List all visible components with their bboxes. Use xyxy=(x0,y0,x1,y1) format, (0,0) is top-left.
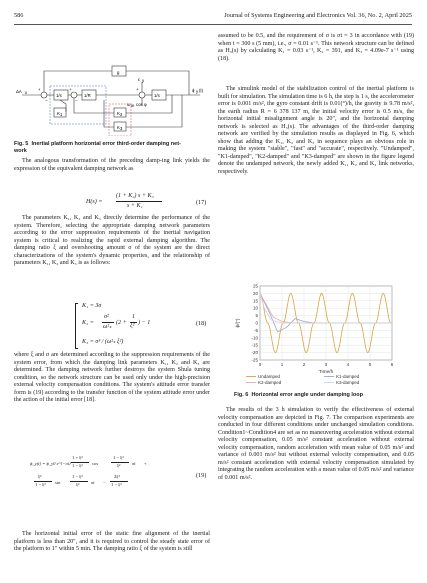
eq19-lhs: ϕ_y(t) = ϕ_y0 e^{−σt} xyxy=(30,461,71,466)
eq19-sin: sin xyxy=(55,480,61,485)
block-g: g xyxy=(117,70,120,75)
eq17-numerator: (1 + K₂) s + K₃ xyxy=(116,193,154,199)
eq19-frac3-den: 1 − ξ² xyxy=(35,482,46,487)
eq17-fraction-bar xyxy=(116,201,162,202)
right-paragraph-3: The results of the 3 h simulation to verify the effectiveness of external velocity compensation are depicted in Fig. 7. The comparison experiments are conducted in four different conditions under unchanged simulation conditions. Condition1~Condition4 are set as no maneuvering acceleration without external velocity compensation, 0.05 m/s² constant acceleration without external velocity compensation, random acceleration with mean value of 0.05 m/s² and variance of 0.001 m/s² but without external velocity compensation, and 0.05 m/s² constant acceleration with external velocity compensation simulated by integrating the random acceleration with a mean value of 0.05 m/s² and variance of 0.001 m/s². xyxy=(218,407,414,481)
left-paragraph-3: where ξ and σ are determined according to the suppression requirements of the system error, from which the damping link parameters K₁, K₂ and K₃ are determined. The damping network further destroys the system Shula tuning condition, so the network structure can be used only under the high-precision external velocity compensation conditions. The system's attitude error transfer form is (19) according to the transfer function of the system attitude error under the action of the initial error [18]. xyxy=(14,352,210,404)
eq17-number: (17) xyxy=(196,199,207,206)
y-tick-label: -10 xyxy=(251,335,258,341)
block-1r: 1/R xyxy=(84,93,91,98)
x-tick-label: 5 xyxy=(368,362,372,367)
fig5-caption-cont: work xyxy=(14,148,27,154)
eq19-frac1-den: 1 − ξ² xyxy=(72,463,83,468)
output-label: ϕ xyxy=(192,88,195,93)
right-paragraph-2: The simulink model of the stabilization control of the inertial platform is built for simulation. The simulation time is 6 h, the step is 1 s, the accelerometer error is 0.001 m/s², the gyro constant drift is 0.01(°)/h, the gravity is 9.78 m/s², the earth radius R = 6 378 137 m, the initial velocity error is 0.5 m/s, the horizontal initial misalignment angle is 20″, and the horizontal damping network is selected as H₃(s). The advantages of the third-order damping network are verified by the simulation results as displayed in Fig. 6, which show that adding the K₁, K₂ and K₃ in sequence plays an obvious role in making the system "stable", "fast" and "accurate", respectively. "Undamped", "K1-damped", "K2-damped" and "K3-damped" are shown in the figure legend denote the undamped network, the newly added K₁, K₂ and K₃ link networks, respectively. xyxy=(218,86,414,176)
legend-label-1: Undamped xyxy=(258,374,281,379)
input-label: ΔA xyxy=(16,89,22,94)
eps-label: ε xyxy=(138,77,140,82)
fig5-block-diagram xyxy=(14,56,210,136)
eq19-number: (19) xyxy=(196,472,207,479)
x-axis-label: Time/h xyxy=(318,370,334,375)
y-tick-label: 5 xyxy=(255,313,258,319)
eq19-frac5-num: 2ξ² xyxy=(114,474,120,479)
eq19-frac4-num: 1 − ξ² xyxy=(72,474,83,479)
eq18-line2d: ξ² xyxy=(130,323,135,329)
y-tick-label: 0 xyxy=(255,320,258,326)
output-arg: (t) xyxy=(199,88,204,93)
eq19 xyxy=(30,453,190,491)
sum-minus-1: − xyxy=(45,98,48,103)
eq19-frac4-den: ξ² xyxy=(76,482,80,487)
omega-text: cos φ xyxy=(136,102,147,107)
x-tick-label: 6 xyxy=(390,362,394,367)
eq18-brace xyxy=(75,303,78,349)
eq18-line2b: (2 + xyxy=(116,320,127,326)
right-paragraph-1: assumed to be 0.5, and the requirement of σ is σt = 3 in accordance with (19) when t = 300 s (5 mm), i.e., σ = 0.01 s⁻¹. This network structure can be defined as H₃(s) by calculating K₁ = 0.03 s⁻¹, K₂ = 391, and K₃ = 4.09e-7 s⁻¹ using (18). xyxy=(218,33,414,62)
sum-plus-3: + xyxy=(136,87,139,92)
damping-box-blue xyxy=(50,86,106,124)
eq19-plus: + xyxy=(144,461,147,466)
x-tick-label: 1 xyxy=(280,362,284,367)
y-tick-label: -15 xyxy=(251,342,258,348)
eq18-line3: K₃ = σ³ / (ω²ₛ ξ²) xyxy=(82,339,124,345)
eq19-frac5-den: 1 − ξ² xyxy=(111,482,122,487)
eq19-minus: − xyxy=(103,480,106,485)
block-k2: K xyxy=(117,111,120,116)
legend-label-2: K1-damped xyxy=(336,374,360,379)
y-tick-label: -20 xyxy=(251,350,258,356)
left-paragraph-2: The parameters K₁, K₂ and K₃ directly determine the performance of the system. Therefore, selecting the appropriate damping network parameters according to the error suppression requirements of the inertial navigation system is critical to realizing the rapid external damping algorithm. The damping ratio ξ and overshooting amount σ of the system are the direct characterizations of the system's dynamic properties, and the relationship of parameters K₁, K₂ and K₃ is as follows: xyxy=(14,215,210,267)
eq18-line1: K₁ = 3σ xyxy=(82,303,102,309)
y-tick-label: 25 xyxy=(252,283,258,289)
header-rule xyxy=(14,24,412,25)
left-paragraph-1: The analogous transformation of the preceding damp-ing link yields the expression of the equivalent damping network as xyxy=(14,158,210,172)
eq18-line2-den: ω²ₛ xyxy=(103,324,112,330)
output-sub: y xyxy=(196,89,199,94)
block-k1-sub: 1 xyxy=(60,112,63,117)
fig5-caption-text: Inertial platform horizontal error third-order damping net- xyxy=(31,141,181,147)
x-tick-label: 0 xyxy=(258,362,262,367)
y-tick-label: -25 xyxy=(251,357,258,363)
block-k3: K xyxy=(117,125,120,130)
x-tick-label: 3 xyxy=(324,362,328,367)
omega-label: ω xyxy=(127,102,131,107)
eq17-lhs: H(s) = xyxy=(86,199,103,205)
sum-plus-2: + xyxy=(69,87,72,92)
fig6-caption-label: Fig. 6 xyxy=(234,392,249,398)
fig6-caption-text: Horizontal error angle under damping loop xyxy=(251,392,363,398)
y-tick-label: 15 xyxy=(252,298,258,304)
eq19-frac1-num: 1 + ξ² xyxy=(72,455,83,460)
eq19-frac2-den: ξ² xyxy=(117,463,121,468)
eq17-denominator: s + K₁ xyxy=(127,203,143,209)
page-number: 586 xyxy=(14,12,24,19)
eps-sub: y xyxy=(142,78,145,83)
eq18-line2e: ) − 1 xyxy=(138,320,151,326)
sum-minus-2: − xyxy=(75,98,78,103)
eq19-sigma-t-1: σt xyxy=(132,461,136,466)
block-k3-sub: 3 xyxy=(120,126,123,131)
eq19-frac3-num: ξ² xyxy=(38,474,42,479)
block-k2-sub: 2 xyxy=(120,112,123,117)
y-tick-label: 20 xyxy=(252,290,258,296)
eq18-number: (18) xyxy=(196,320,207,327)
block-1s-a: 1/s xyxy=(56,93,62,98)
omega-sub: ie xyxy=(131,103,135,108)
eq19-cos: cos xyxy=(92,461,99,466)
y-tick-label: -5 xyxy=(253,327,258,333)
input-sub: x xyxy=(25,90,28,95)
x-tick-label: 2 xyxy=(302,362,306,367)
eq18-line2c: 1 xyxy=(132,314,136,320)
sum-plus-1: + xyxy=(38,87,41,92)
eq19-frac2-num: 1 − ξ² xyxy=(113,455,124,460)
fig5-caption-label: Fig. 5 xyxy=(14,141,29,147)
left-paragraph-4: The horizontal initial error of the static fine alignment of the inertial platform is less than 20″, and it is required to control the steady state error of the platform to 1″ within 5 min. The damping ratio ξ of the system is still xyxy=(14,531,210,553)
fig5-caption xyxy=(14,141,210,155)
eq18-line2-num: σ² xyxy=(104,314,109,320)
x-tick-label: 4 xyxy=(346,362,350,367)
fig6-caption xyxy=(234,392,414,399)
running-header: Journal of Systems Engineering and Electronics Vol. 36, No. 2, April 2025 xyxy=(224,12,412,19)
y-axis-label: ϕ/(″) xyxy=(236,318,241,328)
block-k1: K xyxy=(57,111,60,116)
fig6-chart xyxy=(232,280,402,390)
y-tick-label: 10 xyxy=(252,305,258,311)
block-1s-b: 1/s xyxy=(154,93,160,98)
legend-label-3: K2-damped xyxy=(258,380,282,385)
legend-label-4: K3-damped xyxy=(336,380,360,385)
eq18-line2a: K₂ = xyxy=(82,320,94,326)
eq19-sigma-t-2: σt xyxy=(91,480,95,485)
